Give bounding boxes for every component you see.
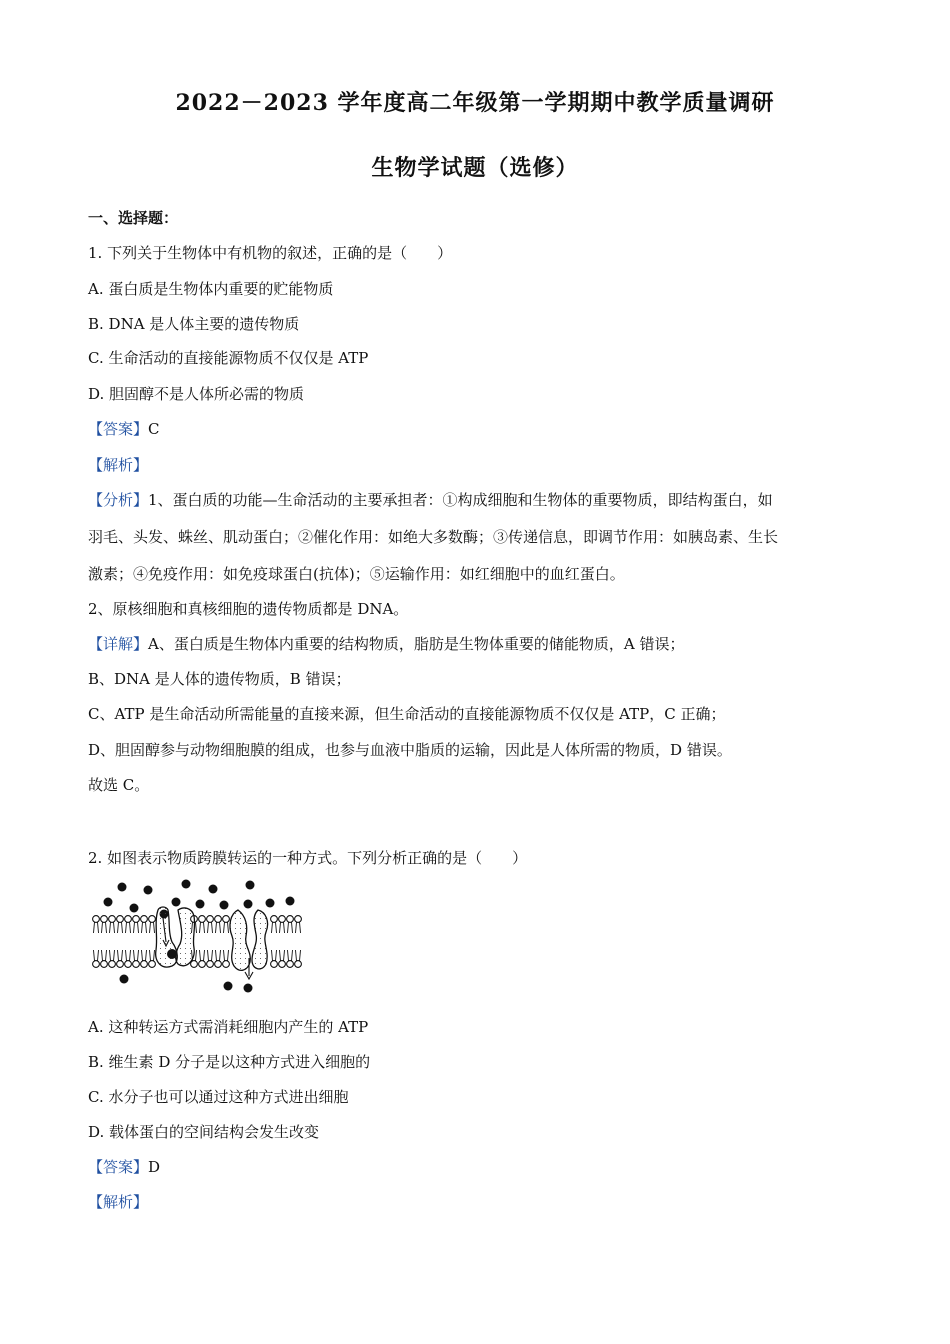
detail-tag: 【详解】 [88,635,149,653]
exam-subtitle: 生物学试题（选修） [371,155,579,181]
q2-stem: 2. 如图表示物质跨膜转运的一种方式。下列分析正确的是（ ） [88,849,528,867]
carrier-protein-open-inward [230,910,268,979]
outside-molecules [104,880,295,919]
q2-option-c: C. 水分子也可以通过这种方式进出细胞 [88,1088,349,1106]
q1-option-b: B. DNA 是人体主要的遗传物质 [88,315,300,333]
q1-option-c: C. 生命活动的直接能源物质不仅仅是 ATP [88,349,369,367]
q1-detail-line-3: C、ATP 是生命活动所需能量的直接来源，但生命活动的直接能源物质不仅仅是 ATP，C 正确； [88,705,726,723]
q1-answer [88,419,160,439]
q1-stem: 1. 下列关于生物体中有机物的叙述，正确的是（ ） [88,244,453,262]
q1-option-d: D. 胆固醇不是人体所必需的物质 [88,385,305,403]
q2-explain-tag: 【解析】 [88,1193,149,1211]
answer-tag: 【答案】 [88,1158,149,1176]
q1-detail-line-5: 故选 C。 [88,776,150,794]
section-heading: 一、选择题： [88,209,179,227]
q1-analysis-line-2: 羽毛、头发、蛛丝、肌动蛋白；②催化作用：如绝大多数酶；③传递信息，即调节作用：如胰岛素、生长 [88,528,779,546]
q1-option-a: A. 蛋白质是生物体内重要的贮能物质 [88,280,334,298]
answer-value: D [148,1158,161,1176]
q1-analysis-line-3: 激素；④免疫作用：如免疫球蛋白(抗体)；⑤运输作用：如红细胞中的血红蛋白。 [88,565,625,583]
membrane-transport-diagram [88,876,310,998]
q2-option-d: D. 载体蛋白的空间结构会发生改变 [88,1123,320,1141]
q1-explain-tag: 【解析】 [88,456,149,474]
exam-title: 2022－2023 学年度高二年级第一学期期中教学质量调研 [175,90,775,116]
q2-option-a: A. 这种转运方式需消耗细胞内产生的 ATP [88,1018,369,1036]
answer-tag: 【答案】 [88,420,149,438]
q1-analysis-line-4: 2、原核细胞和真核细胞的遗传物质都是 DNA。 [88,600,409,618]
analysis-text: 1、蛋白质的功能—生命活动的主要承担者：①构成细胞和生物体的重要物质，即结构蛋白，如 [148,491,773,509]
q1-detail-line-4: D、胆固醇参与动物细胞膜的组成，也参与血液中脂质的运输，因此是人体所需的物质，D 错误。 [88,741,732,759]
inside-molecules [120,975,253,993]
q2-answer [88,1157,160,1177]
q2-option-b: B. 维生素 D 分子是以这种方式进入细胞的 [88,1053,371,1071]
answer-value: C [148,420,160,438]
bilayer-bottom [93,950,302,967]
q1-analysis-line-1 [88,490,773,510]
detail-text: A、蛋白质是生物体内重要的结构物质，脂肪是生物体重要的储能物质，A 错误； [148,635,685,653]
analysis-tag: 【分析】 [88,491,149,509]
q1-detail-line-2: B、DNA 是人体的遗传物质，B 错误； [88,670,351,688]
bilayer-top [93,916,302,933]
q1-detail-line-1 [88,634,684,654]
carrier-protein-open-outward [156,907,195,967]
